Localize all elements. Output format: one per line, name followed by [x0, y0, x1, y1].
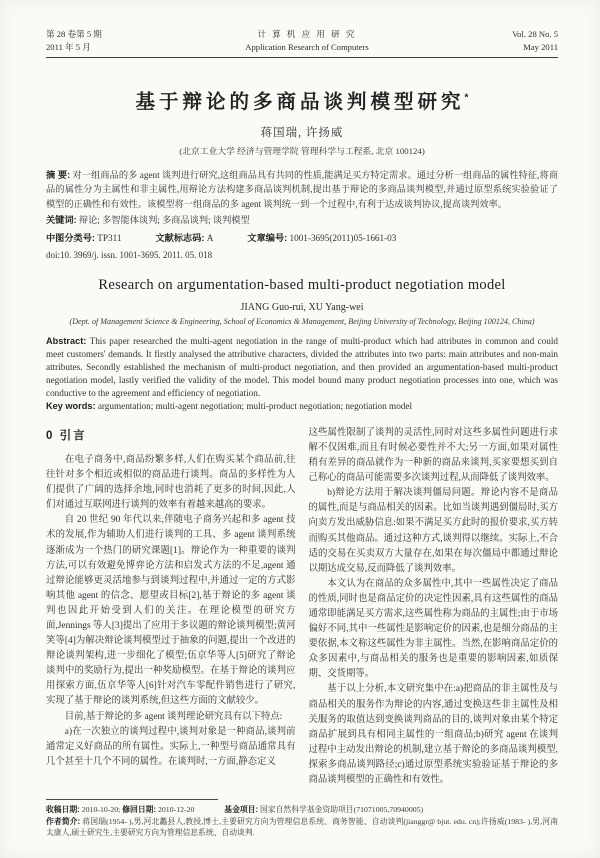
journal-header: [46, 28, 558, 58]
intro-paragraph: b)辩论方法用于解决谈判僵局问题。辩论内容不是商品的属性,而是与商品相关的因素。比如当谈判遇到僵局时,买方向卖方发出威胁信息:如果不满足买方此时的报价要求,买方转而购买其他商品。通过这种方式,谈判得以继续。实际上,不合适的交易在买卖双方大量存在,如果在每次僵局中都通过辩论以期达成交易,反而降低了谈判效率。: [308, 488, 558, 574]
fund-value: 国家自然科学基金资助项目(71071005,70940005): [260, 805, 424, 815]
fund-label: 基金项目:: [224, 805, 259, 815]
abstract-text-cn: 对一组商品的多 agent 谈判进行研究,这组商品具有共同的性质,能满足买方特定需求。通过分析一组商品的属性特征,将商品的属性分为主属性和非主属性,用辩论方法构建多商品谈判机制,提出基于辩论的多商品谈判模型,并通过原型系统实验验证了模型的正确性和有效性。该模型将一组商品的多 agent 谈判统一到一个过程中,有利于达成谈判协议,提高谈判效率。: [46, 170, 558, 209]
footnote-block: [46, 799, 558, 838]
abstract-label-cn: 摘 要:: [46, 170, 71, 180]
header-left: [46, 28, 102, 53]
authors-cn: 蒋国瑞, 许扬威: [260, 127, 344, 139]
clc-segment: 中图分类号: TP311: [46, 232, 122, 243]
bio-label: 作者简介:: [46, 816, 81, 826]
intro-paragraph: 目前,基于辩论的多 agent 谈判理论研究具有以下特点:: [64, 711, 283, 722]
article-title-cn: 基于辩论的多商品谈判模型研究*: [135, 91, 469, 113]
title-footnote-marker: *: [464, 92, 469, 104]
header-center: [245, 28, 368, 53]
abstract-en-paragraph: [46, 335, 558, 400]
keywords-cn-block: [46, 213, 558, 227]
body-column-left: [46, 426, 296, 786]
keywords-text-cn: 辩论; 多智能体谈判; 多商品谈判; 谈判模型: [78, 215, 250, 226]
intro-paragraph: 本文认为在商品的众多属性中,其中一些属性决定了商品的性质,同时也是商品定价的决定性因素,具有这些属性的商品通常即能满足买方需求,这些属性称为商品的主属性;由于市场偏好不同,其中一些属性是影响定价的因素,也是细分商品的主要依据,本文称这些属性为非主属性。当然,在影响商品定价的众多因素中,与商品相关的服务也是重要的影响因素,如质保期、交货期等。: [308, 578, 558, 680]
journal-name-en: Application Research of Computers: [245, 41, 369, 52]
vol-issue-cn: 第 28 卷第 5 期: [46, 29, 102, 39]
received-date-value: 2010-10-20;: [81, 805, 121, 815]
bio-value: 蒋国瑞(1954- ),男,河北蠡县人,教授,博士,主要研究方向为管理信息系统、商务智能、自动谈判(jianggr@ bjut. edu. cn);许扬威(1983- ),男,河南太康人,硕士研究生,主要研究方向为管理信息系统、自动谈判.: [46, 816, 559, 837]
keywords-en-paragraph: [46, 400, 558, 413]
classification-line: [46, 231, 558, 245]
affiliation-en: (Dept. of Management Science & Engineering, School of Economics & Management, Beijing University of Technology, Beijing 100124, China): [69, 317, 535, 327]
doc-code-segment: 文献标志码: A: [155, 232, 214, 243]
footnote-divider: [46, 799, 218, 800]
article-no-segment: 文章编号: 1001-3695(2011)05-1661-03: [247, 232, 397, 243]
intro-paragraph: a)在一次独立的谈判过程中,谈判对象是一种商品,谈判前通常定义好商品的所有属性。实际上,一种型号商品通常具有几个甚至十几个不同的属性。在谈判时,一方面,静态定义: [46, 726, 296, 767]
affiliation-cn: (北京工业大学 经济与管理学院 管理科学与工程系, 北京 100124): [179, 146, 425, 156]
received-date-label: 收稿日期:: [46, 805, 80, 815]
header-right: [512, 28, 558, 53]
date-cn: 2011 年 5 月: [46, 41, 91, 52]
keywords-label-en: Key words:: [46, 400, 96, 411]
body-column-right: [309, 426, 559, 786]
authors-en: JIANG Guo-rui, XU Yang-wei: [240, 302, 364, 314]
revised-date-value: 2010-12-20: [158, 805, 195, 815]
article-title-en: Research on argumentation-based multi-product negotiation model: [98, 277, 506, 294]
article-body: [46, 426, 558, 786]
keywords-label-cn: 关键词:: [46, 215, 77, 226]
keywords-text-en: argumentation; multi-agent negotiation; multi-product negotiation; negotiation model: [97, 400, 413, 411]
footnote-dates-fund: [46, 804, 558, 815]
footnote-author-bio: [46, 816, 558, 838]
doi-line: doi:10. 3969/j. issn. 1001-3695. 2011. 05. 018: [46, 250, 213, 261]
intro-paragraph-continuation: 这些属性限制了谈判的灵活性,同时对这些多属性问题进行求解不仅困难,而且有时候必要性并不大;另一方面,如果对属性稍有差异的商品就作为一种新的商品来谈判,买家要想买到自己称心的商品可能需要多次谈判过程,从而降低了谈判效率。: [308, 427, 558, 484]
abstract-cn-block: [46, 168, 558, 211]
abstract-label-en: Abstract:: [46, 336, 87, 347]
journal-name-cn: 计 算 机 应 用 研 究: [257, 29, 357, 39]
intro-paragraph: 基于以上分析,本文研究集中在:a)把商品的非主属性及与商品相关的服务作为辩论的内容,通过变换这些非主属性及相关服务的取值达到变换谈判商品的目的,谈判对象由某个特定商品扩展到具有相同主属性的一组商品;b)研究 agent 在谈判过程中主动发出辩论的机制,建立基于辩论的多商品谈判模型,探索多商品谈判路径;c)通过原型系统实验验证基于辩论的多商品谈判模型的正确性和有效性。: [308, 684, 558, 786]
date-en: May 2011: [523, 41, 558, 52]
intro-paragraph: 自 20 世纪 90 年代以来,伴随电子商务兴起和多 agent 技术的发展,作为辅助人们进行谈判的工具、多 agent 谈判系统逐渐成为一个热门的研究课题[1]。辩论作为一种重要的谈判方法,可以有效避免博弈论方法和启发式方法的不足,agent 通过辩论能够更灵活地参与到谈判过程中,并通过一定的方式影响其他 agent 的信念、愿望或目标[2],基于辩论的多 agent 谈判也因此开始受到人们的关注。在理论模型的研究方面,Jennings 等人[3]提出了应用于多议题的辩论谈判模型;黄河笑等[4]为解决辩论谈判模型过于抽象的问题,提出一个改进的辩论谈判架构,进一步细化了模型;伍京华等人[5]研究了辩论谈判中的奖励行为,提出一种奖励模型。在基于辩论的谈判应用探索方面,伍京华等人[6]针对汽车零配件销售进行了研究,实现了基于辩论的谈判系统,但这些方面的文献较少。: [46, 515, 296, 707]
abstract-text-en: This paper researched the multi-agent negotiation in the range of multi-product which had attributes in common and could meet customers' demands. It firstly analysed the attributive characters, divided the attributes into two parts: main attributes and non-main attributes. Secondly established the mechanism of multi-product negotiation, and then provided an argumentation-based multi-product negotiation model, lastly verified the validity of the model. This model bound many product negotiation processes into one, which was conductive to the agreement and efficiency of negotiation.: [46, 336, 558, 399]
revised-date-label: 修回日期:: [122, 805, 157, 815]
intro-paragraph: 在电子商务中,商品纷繁多样,人们在购买某个商品前,往往针对多个相近或相似的商品进行谈判。商品的多样性为人们提供了广阔的选择余地,同时也消耗了更多的时间,因此,人们对通过互联网进行谈判的效率有着越来越高的要求。: [46, 454, 296, 511]
vol-issue-en: Vol. 28 No. 5: [512, 29, 558, 39]
abstract-en-block: [46, 335, 558, 412]
section-heading-intro: 0 引言: [46, 429, 87, 442]
